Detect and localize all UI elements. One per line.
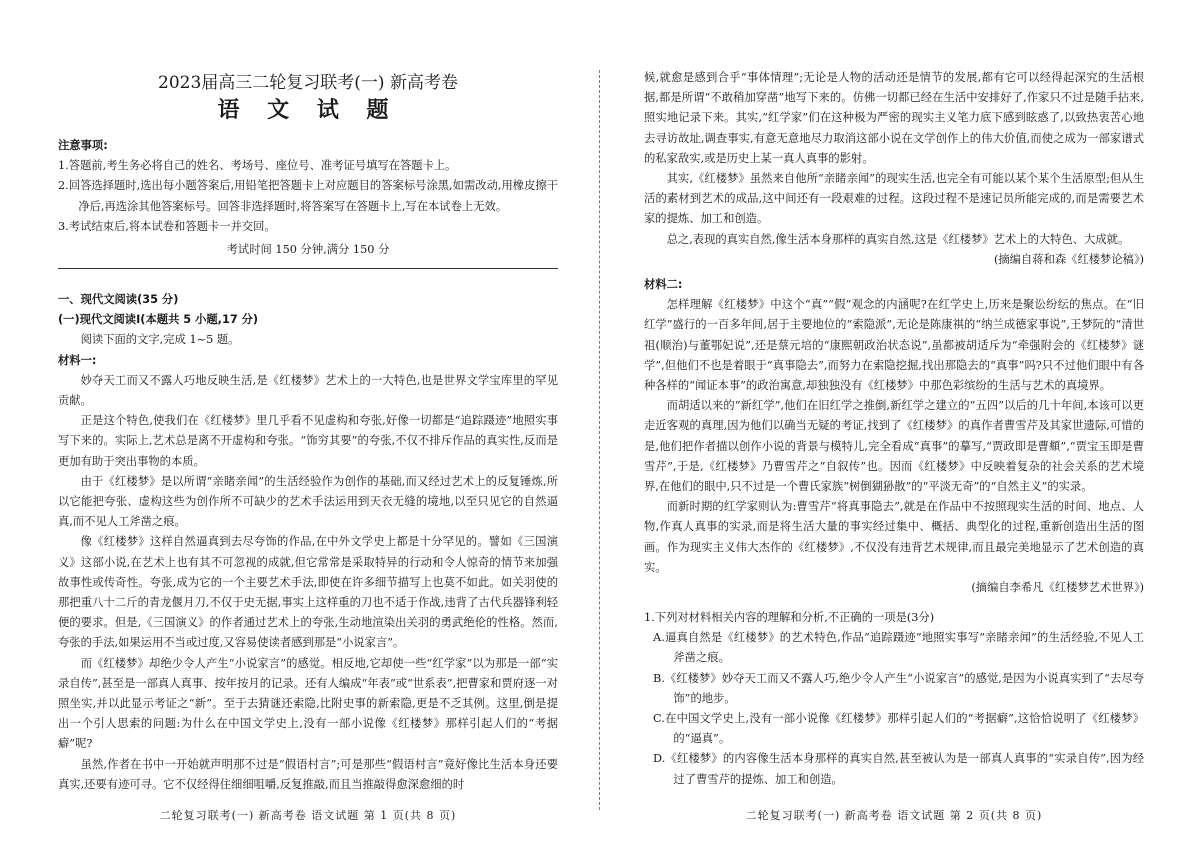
notice-heading: 注意事项: [58,139,108,152]
page-footer: 二轮复习联考(一) 新高考卷 语文试题 第 2 页(共 8 页) [745,809,1043,822]
paragraph: 正是这个特色,使我们在《红楼梦》里几乎看不见虚构和夸张,好像一切都是“追踪蹑迹”地照实事写下来的。实际上,艺术总是离不开虚构和夸张。“饰穷其要”的夸张,不仅不排斥作品的真实性,反而是更加有助于突出事物的本质。 [58,414,558,468]
paragraph: 像《红楼梦》这样自然逼真到去尽夸饰的作品,在中外文学史上都是十分罕见的。譬如《三国演义》这部小说,在艺术上也有其不可忽视的成就,但它常常是采取特异的行动和令人惊奇的情节来加强故事性或传奇性。夸张,成为它的一个主要艺术手法,即使在许多细节描写上也莫不如此。如关羽使的那把重八十二斤的青龙偃月刀,不仅于史无据,事实上这样重的刀也不适于作战,违背了古代兵器锋利轻便的要求。但是,《三国演义》的作者通过艺术上的夸张,生动地渲染出关羽的勇武绝伦的性格。然而,夸张的手法,如果运用不当或过度,又容易使读者感到那是“小说家言”。 [58,535,558,650]
material-1-label: 材料一: [58,353,97,367]
paragraph: 由于《红楼梦》是以所谓“亲睹亲闻”的生活经验作为创作的基础,而又经过艺术上的反复锤炼,所以它能把夸张、虚构这些为创作所不可缺少的艺术手法运用到天衣无缝的境地,以至只见它的自然逼真,而不见人工斧凿之痕。 [58,474,558,529]
page-2 [644,0,1144,849]
exam-title: 2023届高三二轮复习联考(一) 新高考卷 [158,73,458,93]
separator-line [58,268,558,269]
paragraph: 总之,表现的真实自然,像生活本身那样的真实自然,这是《红楼梦》艺术上的大特色、大成就。 [666,232,1130,246]
subsection-heading: (一)现代文阅读Ⅰ(本题共 5 小题,17 分) [58,313,259,327]
paragraph: 虽然,作者在书中一开始就声明那不过是“假语村言”;可是那些“假语村言”竟好像比生活本身还要真实,还要有迹可寻。它不仅经得住细细咀嚼,反复推敲,而且当推敲得愈深愈细的时 [58,757,558,791]
reading-section [58,290,558,795]
source-citation: (摘编自李希凡《红楼梦艺术世界》) [971,581,1144,595]
paragraph: 而《红楼梦》却绝少令人产生“小说家言”的感觉。相反地,它却使一些“红学家”以为那是一部“实录自传”,甚至是一部真人真事、按年按月的记录。还有人编成“年表”或“世系表”,把曹家和贾府逐一对照坐实,并以此显示考证之“新”。至于去猜谜还索隐,比附史事的新索隐,更是不乏其例。这里,倒是提出一个引人思索的问题:为什么在中国文学史上,没有一部小说像《红楼梦》那样引起人们的“考据癖”呢? [58,656,558,751]
page-1 [58,0,558,849]
notice-item: 2.回答选择题时,选出每小题答案后,用铅笔把答题卡上对应题目的答案标号涂黑,如需改动,用橡皮擦干净后,再选涂其他答案标号。回答非选择题时,将答案写在答题卡上,写在本试卷上无效。 [58,179,558,213]
notice-item: 3.考试结束后,将本试卷和答题卡一并交回。 [58,219,276,233]
question-1 [644,608,1144,790]
paragraph: 候,就愈是感到合乎“事体情理”;无论是人物的活动还是情节的发展,都有它可以经得起深究的生活根据,都是所谓“不敢稍加穿凿”地写下来的。仿佛一切都已经在生活中安排好了,作家只不过是随手拈来,照实地记录下来。其实,“红学家”们在这种极为严密的现实主义笔力底下感到眩惑了,以致热衷苦心地去寻访故址,调查事实,有意无意地尽力取消这部小说在文学创作上的伟大价值,而使之成为一部家谱式的私家敌实,或是历史上某一真人真事的影射。 [644,71,1144,165]
source-citation: (摘编自蒋和森《红楼梦论稿》) [993,252,1144,266]
paragraph: 妙夺天工而又不露人巧地反映生活,是《红楼梦》艺术上的一大特色,也是世界文学宝库里的罕见贡献。 [58,373,558,408]
option-c: C.在中国文学史上,没有一部小说像《红楼梦》那样引起人们的“考据癖”,这恰恰说明了《红楼梦》的“逼真”。 [653,712,1144,746]
paragraph: 而新时期的红学家则认为:曹雪芹“将真事隐去”,就是在作品中不按照现实生活的时间、地点、人物,作真人真事的实录,而是将生活大量的事实经过集中、概括、典型化的过程,重新创造出生活的图画。作为现实主义伟大杰作的《红楼梦》,不仅没有违背艺术规律,而且最完美地显示了艺术创造的真实。 [644,500,1144,574]
material-2 [644,275,1144,598]
option-d: D.《红楼梦》的内容像生活本身那样的真实自然,甚至被认为是一部真人真事的“实录自传”,因为经过了曹雪芹的提炼、加工和创造。 [653,752,1144,786]
subject-title: 语 文 试 题 [217,98,399,123]
instruction: 阅读下面的文字,完成 1~5 题。 [80,333,240,347]
material-2-label: 材料二: [644,278,683,291]
paragraph: 怎样理解《红楼梦》中这个“真”“假”观念的内涵呢?在红学史上,历来是聚讼纷纭的焦点。在“旧红学”盛行的一百多年间,居于主要地位的“索隐派”,无论是陈康祺的“纳兰成德家事说”,王梦阮的“清世祖(顺治)与董鄂妃说”,还是蔡元培的“康熙朝政治状态说”,虽都被胡适斥为“牵强附会的《红楼梦》谜学”,但他们不也是着眼于“真事隐去”,而努力在索隐挖掘,找出那隐去的“真事”吗?只不过他们眼中有各种各样的“闻证本事”的政治寓意,却独独没有《红楼梦》中那色彩缤纷的生活与艺术的真境界。 [644,298,1144,393]
paragraph: 其实,《红楼梦》虽然来自他所“亲睹亲闻”的现实生活,也完全有可能以某个某个生活原型;但从生活的素材到艺术的成品,这中间还有一段艰难的过程。这段过程不是速记员所能完成的,而是需要艺术家的提炼、加工和创造。 [644,172,1144,226]
option-a: A.逼真自然是《红楼梦》的艺术特色,作品“追踪蹑迹”地照实事写“亲睹亲闻”的生活经验,不见人工斧凿之痕。 [653,631,1144,665]
question-stem: 1.下列对材料相关内容的理解和分析,不正确的一项是(3分) [644,611,935,624]
paragraph: 而胡适以来的“新红学”,他们在旧红学之推倒,新红学之建立的“五四”以后的几十年间,本该可以更走近客观的真理,因为他们以确当无疑的考证,找到了《红楼梦》的真作者曹雪芹及其家世遗际,可惜的是,他们把作者描以创作小说的背景与模特儿,完全看成“真事”的摹写,“贾政即是曹頫”,“贾宝玉即是曹雪芹”,于是,《红楼梦》乃曹雪芹之“自叙传”也。因而《红楼梦》中反映着复杂的社会关系的艺术境界,在他们的眼中,只不过是一个曹氏家族“树倒猢狲散”的“平淡无奇”的“自然主义”的实录。 [644,399,1144,494]
notice-item: 1.答题前,考生务必将自己的姓名、考场号、座位号、准考证号填写在答题卡上。 [58,159,457,173]
option-b: B.《红楼梦》妙夺天工而又不露人巧,绝少令人产生“小说家言”的感觉,是因为小说真实到了“去尽夸饰”的地步。 [653,671,1144,705]
page-divider [599,70,600,810]
section-heading: 一、现代文阅读(35 分) [58,293,179,306]
time-info: 考试时间 150 分钟,满分 150 分 [226,243,390,257]
material-1-continued [644,68,1144,270]
page-footer: 二轮复习联考(一) 新高考卷 语文试题 第 1 页(共 8 页) [159,809,457,822]
notice-block [58,136,558,275]
